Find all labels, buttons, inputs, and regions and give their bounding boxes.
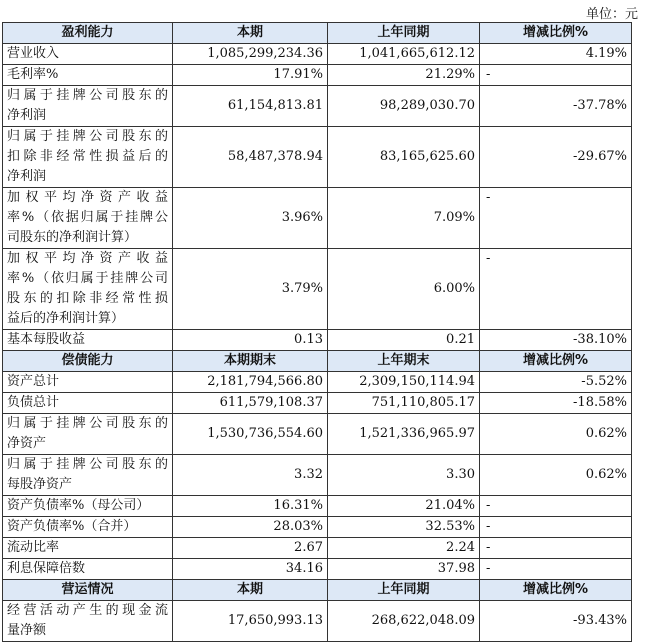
current-value: 1,085,299,234.36 — [173, 44, 328, 65]
current-period-header: 本期 — [173, 23, 328, 44]
row-label — [3, 393, 173, 414]
prior-period-header: 上年同期 — [328, 23, 480, 44]
row-label — [3, 601, 173, 642]
current-value: 0.13 — [173, 330, 328, 351]
change-ratio: 0.62% — [480, 414, 632, 455]
change-ratio-header: 增减比例% — [480, 23, 632, 44]
prior-value: 6.00% — [328, 249, 480, 330]
change-ratio: -29.67% — [480, 127, 632, 188]
row-label-line: 司股东的净利润计算） — [7, 230, 138, 245]
row-label-line: 益后的净利润计算） — [7, 311, 125, 326]
row-label-line: 净利润 — [7, 169, 47, 184]
prior-value: 32.53% — [328, 517, 480, 538]
current-value: 17.91% — [173, 65, 328, 86]
table-row — [3, 65, 632, 86]
current-period-header: 本期 — [173, 580, 328, 601]
prior-value: 21.29% — [328, 65, 480, 86]
change-ratio: - — [480, 496, 632, 517]
prior-value: 21.04% — [328, 496, 480, 517]
row-label — [3, 559, 173, 580]
row-label-line: 营业收入 — [7, 46, 60, 61]
row-label-line: 经营活动产生的现金流 — [7, 603, 168, 618]
change-ratio: - — [480, 559, 632, 580]
row-label-line: 加权平均净资产收益 — [7, 251, 168, 266]
section-header-row — [3, 23, 632, 44]
prior-value: 83,165,625.60 — [328, 127, 480, 188]
current-value: 2.67 — [173, 538, 328, 559]
prior-period-header: 上年同期 — [328, 580, 480, 601]
table-row — [3, 372, 632, 393]
row-label — [3, 188, 173, 249]
prior-value: 2,309,150,114.94 — [328, 372, 480, 393]
row-label-line: 归属于挂牌公司股东的 — [7, 416, 168, 431]
row-label — [3, 86, 173, 127]
table-row — [3, 496, 632, 517]
row-label-line: 加权平均净资产收益 — [7, 190, 168, 205]
row-label — [3, 127, 173, 188]
table-row — [3, 249, 632, 330]
prior-value: 37.98 — [328, 559, 480, 580]
current-value: 17,650,993.13 — [173, 601, 328, 642]
current-value: 16.31% — [173, 496, 328, 517]
prior-value: 1,521,336,965.97 — [328, 414, 480, 455]
row-label-line: 量净额 — [7, 623, 47, 638]
change-ratio: - — [480, 249, 632, 330]
current-value: 1,530,736,554.60 — [173, 414, 328, 455]
row-label — [3, 414, 173, 455]
row-label-line: 净资产 — [7, 436, 47, 451]
section-header-row — [3, 580, 632, 601]
change-ratio: - — [480, 188, 632, 249]
table-row — [3, 517, 632, 538]
row-label-line: 股东的扣除非经常性损 — [7, 291, 168, 306]
change-ratio-header: 增减比例% — [480, 580, 632, 601]
table-row — [3, 393, 632, 414]
row-label-line: 负债总计 — [7, 395, 60, 410]
row-label-line: 资产负债率%（合并） — [7, 519, 137, 534]
row-label-line: 归属于挂牌公司股东的 — [7, 88, 168, 103]
current-value: 61,154,813.81 — [173, 86, 328, 127]
prior-value: 268,622,048.09 — [328, 601, 480, 642]
section-title: 偿债能力 — [3, 351, 173, 372]
table-row — [3, 414, 632, 455]
row-label-line: 毛利率% — [7, 67, 59, 82]
section-header-row — [3, 351, 632, 372]
prior-value: 98,289,030.70 — [328, 86, 480, 127]
table-row — [3, 188, 632, 249]
row-label — [3, 330, 173, 351]
change-ratio: -93.43% — [480, 601, 632, 642]
prior-value: 1,041,665,612.12 — [328, 44, 480, 65]
row-label-line: 流动比率 — [7, 540, 60, 555]
row-label — [3, 455, 173, 496]
row-label-line: 资产总计 — [7, 374, 60, 389]
row-label — [3, 44, 173, 65]
current-value: 611,579,108.37 — [173, 393, 328, 414]
row-label-line: 基本每股收益 — [7, 332, 86, 347]
section-title: 盈利能力 — [3, 23, 173, 44]
row-label-line: 归属于挂牌公司股东的 — [7, 457, 168, 472]
table-row — [3, 455, 632, 496]
current-period-header: 本期期末 — [173, 351, 328, 372]
change-ratio: 0.62% — [480, 455, 632, 496]
change-ratio: - — [480, 517, 632, 538]
change-ratio: -37.78% — [480, 86, 632, 127]
table-row — [3, 559, 632, 580]
row-label-line: 净利润 — [7, 108, 47, 123]
table-row — [3, 127, 632, 188]
table-row — [3, 601, 632, 642]
row-label — [3, 517, 173, 538]
current-value: 3.79% — [173, 249, 328, 330]
change-ratio-header: 增减比例% — [480, 351, 632, 372]
row-label — [3, 249, 173, 330]
table-row — [3, 538, 632, 559]
current-value: 2,181,794,566.80 — [173, 372, 328, 393]
change-ratio: - — [480, 65, 632, 86]
prior-period-header: 上年期末 — [328, 351, 480, 372]
current-value: 28.03% — [173, 517, 328, 538]
row-label-line: 每股净资产 — [7, 477, 73, 492]
unit-label: 单位：元 — [585, 7, 638, 22]
financial-indicators-table — [2, 22, 632, 642]
current-value: 3.96% — [173, 188, 328, 249]
row-label — [3, 372, 173, 393]
row-label — [3, 65, 173, 86]
change-ratio: 4.19% — [480, 44, 632, 65]
section-title: 营运情况 — [3, 580, 173, 601]
row-label-line: 利息保障倍数 — [7, 561, 86, 576]
change-ratio: -18.58% — [480, 393, 632, 414]
row-label-line: 率%（依归属于挂牌公司 — [7, 271, 168, 286]
prior-value: 751,110,805.17 — [328, 393, 480, 414]
table-row — [3, 86, 632, 127]
change-ratio: -5.52% — [480, 372, 632, 393]
change-ratio: - — [480, 538, 632, 559]
row-label-line: 率%（依据归属于挂牌公 — [7, 210, 168, 225]
prior-value: 0.21 — [328, 330, 480, 351]
table-row — [3, 330, 632, 351]
row-label — [3, 496, 173, 517]
current-value: 3.32 — [173, 455, 328, 496]
row-label-line: 扣除非经常性损益后的 — [7, 149, 168, 164]
change-ratio: -38.10% — [480, 330, 632, 351]
current-value: 34.16 — [173, 559, 328, 580]
prior-value: 7.09% — [328, 188, 480, 249]
row-label-line: 资产负债率%（母公司） — [7, 498, 150, 513]
prior-value: 2.24 — [328, 538, 480, 559]
prior-value: 3.30 — [328, 455, 480, 496]
table-row — [3, 44, 632, 65]
current-value: 58,487,378.94 — [173, 127, 328, 188]
row-label-line: 归属于挂牌公司股东的 — [7, 129, 168, 144]
row-label — [3, 538, 173, 559]
